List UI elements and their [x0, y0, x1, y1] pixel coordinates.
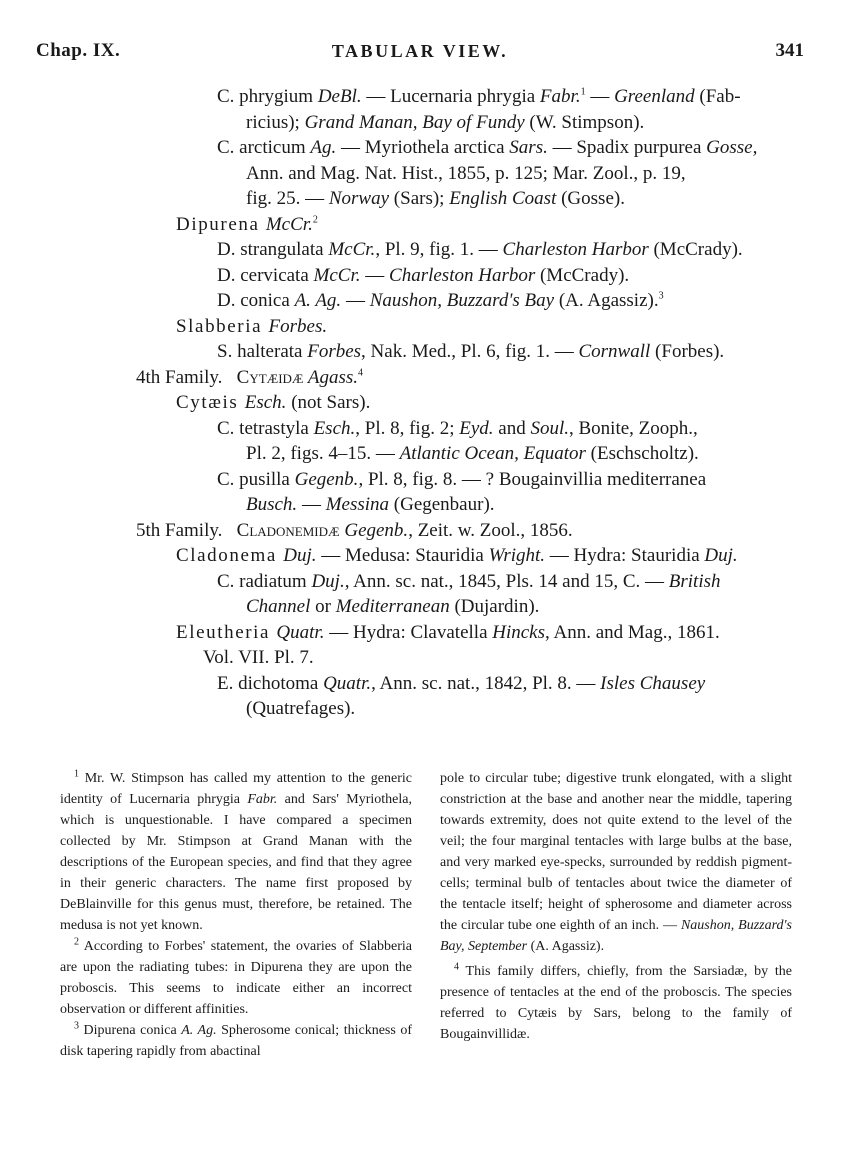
entry-e-dichotoma-cont: (Quatrefages). [246, 698, 356, 719]
entry-c-arcticum: C. arcticum Ag. — Myriothela arctica Sars. — Spadix purpurea Gosse, [217, 137, 758, 158]
entry-c-tetrastyla-cont: Pl. 2, figs. 4–15. — Atlantic Ocean, Equator (Eschscholtz). [246, 443, 699, 464]
entry-d-strangulata: D. strangulata McCr., Pl. 9, fig. 1. — Charleston Harbor (McCrady). [217, 239, 743, 260]
entry-c-pusilla-cont: Busch. — Messina (Gegenbaur). [246, 494, 495, 515]
entry-c-phrygium-cont: ricius); Grand Manan, Bay of Fundy (W. Stimpson). [246, 111, 645, 133]
genus-eleutheria: Eleutheria Quatr. — Hydra: Clavatella Hincks, Ann. and Mag., 1861. [176, 621, 720, 643]
running-title: TABULAR VIEW. [331, 41, 509, 61]
family-4-cytaeidae: 4th Family. Cytæidæ Agass.$^4$ [136, 366, 364, 388]
footnote-2: $^2$ According to Forbes' statement, the ovaries of Slabberia are upon the radiating tubes: in Dipurena they are upon the proboscis. This seems to indicate either an incorrect observation or different affinities. [60, 936, 412, 1017]
page-number: 341 [775, 40, 804, 61]
footnote-3-continued: pole to circular tube; digestive trunk elongated, with a slight constriction at the base and another near the middle, tapering towards extremity, does not quite extend to the level of the veil; the four marginal tentacles with large bulbs at the base, and very marked eye-specks, surrounded by reddish pigment-cells; terminal bulb of tentacles about twice the diameter of the tentacle itself; height of spherosome and diameter across the circular tube one eighth of an inch. — Naushon, Buzzard's Bay, September (A. Agassiz). [440, 771, 792, 954]
entry-e-dichotoma: E. dichotoma Quatr., Ann. sc. nat., 1842, Pl. 8. — Isles Chausey [217, 672, 706, 694]
entry-s-halterata: S. halterata Forbes, Nak. Med., Pl. 6, fig. 1. — Cornwall (Forbes). [217, 341, 725, 362]
entry-c-pusilla: C. pusilla Gegenb., Pl. 8, fig. 8. — ? Bougainvillia mediterranea [217, 468, 707, 490]
page-header [36, 40, 804, 66]
footnotes-right-column [440, 768, 792, 1045]
genus-cytaeis: Cytæis Esch. (not Sars). [176, 392, 371, 413]
entry-c-arcticum-cont2: fig. 25. — Norway (Sars); English Coast (Gosse). [246, 188, 625, 209]
footnote-3: $^3$ Dipurena conica A. Ag. Spherosome conical; thickness of disk tapering rapidly from abactinal [60, 1020, 412, 1059]
entry-c-tetrastyla: C. tetrastyla Esch., Pl. 8, fig. 2; Eyd. and Soul., Bonite, Zooph., [217, 417, 698, 439]
entry-c-radiatum-cont: Channel or Mediterranean (Dujardin). [246, 596, 540, 617]
chapter-label: Chap. IX. [36, 40, 121, 61]
footnotes-left-column [60, 768, 412, 1062]
entry-d-cervicata: D. cervicata McCr. — Charleston Harbor (McCrady). [217, 264, 630, 286]
genus-cladonema: Cladonema Duj. — Medusa: Stauridia Wright. — Hydra: Stauridia Duj. [176, 545, 738, 566]
footnote-1: $^1$ Mr. W. Stimpson has called my attention to the generic identity of Lucernaria phrygia Fabr. and Sars' Myriothela, which is unquestionable. I have compared a specimen collected by Mr. Stimpson at Grand Manan with the descriptions of the European species, and find that they agree in their generic characters. The name first proposed by DeBlainville for this genus must, therefore, be retained. The medusa is not yet known. [60, 768, 412, 933]
genus-dipurena: Dipurena McCr.$^2$ [176, 213, 318, 235]
entry-c-phrygium: C. phrygium DeBl. — Lucernaria phrygia Fabr.$^1$ — Greenland (Fab- [217, 86, 741, 107]
footnote-4: $^4$ This family differs, chiefly, from the Sarsiadæ, by the presence of tentacles at the end of the proboscis. The species referred to Cytæis by Sars, belong to the family of Bougainvillidæ. [440, 961, 792, 1042]
family-5-cladonemidae: 5th Family. Cladonemidæ Gegenb., Zeit. w. Zool., 1856. [136, 519, 573, 541]
entry-d-conica: D. conica A. Ag. — Naushon, Buzzard's Bay (A. Agassiz).$^3$ [217, 290, 664, 311]
entry-c-arcticum-cont: Ann. and Mag. Nat. Hist., 1855, p. 125; Mar. Zool., p. 19, [246, 162, 686, 184]
genus-slabberia: Slabberia Forbes. [176, 315, 328, 337]
genus-eleutheria-cont: Vol. VII. Pl. 7. [203, 647, 314, 668]
entry-c-radiatum: C. radiatum Duj., Ann. sc. nat., 1845, Pls. 14 and 15, C. — British [217, 570, 721, 592]
